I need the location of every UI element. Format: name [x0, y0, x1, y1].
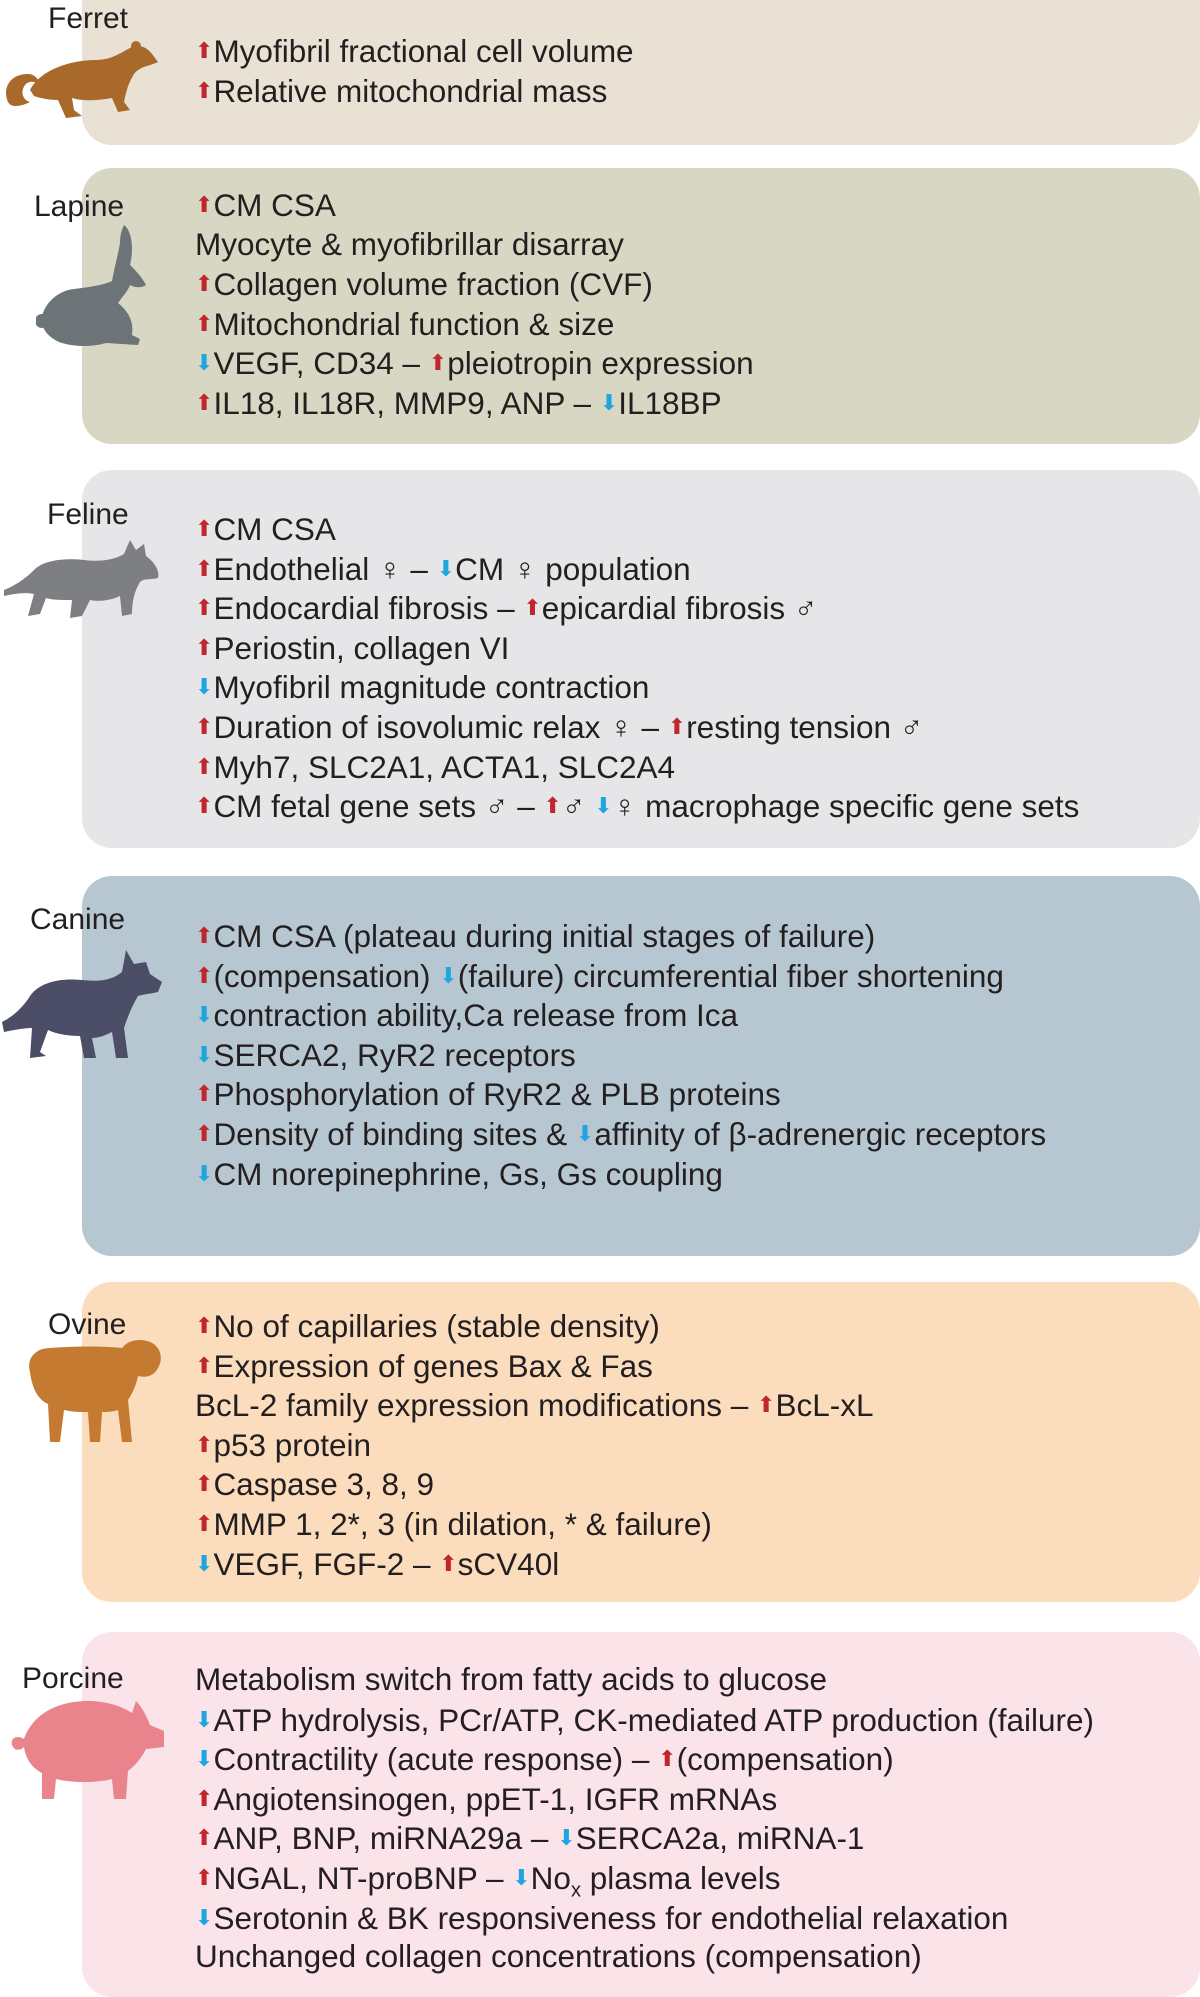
- down-arrow-icon: ⬇: [195, 1706, 214, 1732]
- ferret-icon: [0, 30, 165, 125]
- canine-findings: [195, 916, 1046, 1193]
- finding-text: contraction ability,Ca release from Ica: [213, 997, 739, 1034]
- up-arrow-icon: ⬆: [439, 1550, 458, 1576]
- finding-line: [195, 1425, 873, 1465]
- finding-text: (failure) circumferential fiber shortening: [457, 957, 1004, 994]
- finding-line: [195, 549, 1079, 589]
- finding-text: ANP, BNP, miRNA29a –: [213, 1820, 558, 1857]
- up-arrow-icon: ⬆: [195, 516, 214, 541]
- finding-text: NGAL, NT-proBNP –: [213, 1859, 513, 1896]
- sheep-icon: [24, 1338, 164, 1448]
- finding-line: [195, 383, 754, 423]
- finding-text: Endocardial fibrosis –: [213, 590, 524, 627]
- up-arrow-icon: ⬆: [195, 713, 214, 739]
- up-arrow-icon: ⬆: [195, 77, 214, 103]
- down-arrow-icon: ⬇: [575, 1120, 595, 1146]
- finding-text: resting tension ♂: [686, 708, 924, 745]
- up-arrow-icon: ⬆: [195, 923, 214, 948]
- finding-text: No: [530, 1859, 571, 1896]
- finding-line: [195, 264, 754, 304]
- down-arrow-icon: ⬇: [195, 350, 214, 376]
- finding-text: VEGF, CD34 –: [213, 345, 429, 382]
- down-arrow-icon: ⬇: [195, 674, 214, 700]
- up-arrow-icon: ⬆: [195, 1431, 214, 1457]
- finding-line: [195, 1385, 873, 1425]
- up-arrow-icon: ⬆: [195, 38, 214, 63]
- rabbit-icon: [36, 225, 166, 350]
- down-arrow-icon: ⬇: [195, 1002, 214, 1028]
- animal-label-feline: Feline: [47, 498, 129, 531]
- animal-label-porcine: Porcine: [22, 1662, 124, 1695]
- finding-text: MMP 1, 2*, 3 (in dilation, * & failure): [213, 1505, 712, 1542]
- up-arrow-icon: ⬆: [195, 192, 214, 217]
- finding-line: [195, 1700, 1094, 1740]
- finding-line: [195, 509, 1079, 549]
- finding-text: Myocyte & myofibrillar disarray: [195, 225, 624, 262]
- finding-text: ♀ macrophage specific gene sets: [612, 788, 1080, 825]
- finding-line: [195, 1306, 873, 1346]
- finding-line: [195, 304, 754, 344]
- up-arrow-icon: ⬆: [195, 310, 214, 336]
- up-arrow-icon: ⬆: [195, 962, 214, 988]
- finding-line: [195, 1346, 873, 1386]
- down-arrow-icon: ⬇: [557, 1825, 576, 1851]
- finding-text: Expression of genes Bax & Fas: [213, 1347, 653, 1384]
- up-arrow-icon: ⬆: [428, 350, 448, 376]
- finding-text: Contractility (acute response) –: [213, 1741, 659, 1778]
- ovine-findings: [195, 1306, 873, 1583]
- finding-text: Angiotensinogen, ppET-1, IGFR mRNAs: [213, 1780, 778, 1817]
- finding-line: [195, 628, 1079, 668]
- up-arrow-icon: ⬆: [195, 1120, 214, 1146]
- finding-line: [195, 1464, 873, 1504]
- finding-line: [195, 1937, 1094, 1977]
- finding-text: Duration of isovolumic relax ♀ –: [213, 708, 668, 745]
- up-arrow-icon: ⬆: [667, 713, 687, 739]
- finding-text: affinity of β-adrenergic receptors: [594, 1115, 1047, 1152]
- finding-text: CM CSA: [213, 187, 336, 223]
- finding-text: pleiotropin expression: [447, 345, 754, 382]
- finding-text: Caspase 3, 8, 9: [213, 1466, 435, 1503]
- finding-line: [195, 31, 634, 71]
- finding-text: CM CSA: [213, 511, 336, 547]
- down-arrow-icon: ⬇: [195, 1041, 214, 1067]
- up-arrow-icon: ⬆: [195, 1510, 214, 1536]
- finding-text: ♂: [561, 788, 595, 825]
- finding-text: CM fetal gene sets ♂ –: [213, 788, 544, 825]
- up-arrow-icon: ⬆: [195, 1081, 214, 1107]
- finding-text: Phosphorylation of RyR2 & PLB proteins: [213, 1076, 781, 1113]
- finding-text: plasma levels: [589, 1859, 781, 1896]
- finding-text: Serotonin & BK responsiveness for endothelial relaxation: [213, 1899, 1009, 1936]
- down-arrow-icon: ⬇: [512, 1864, 531, 1890]
- finding-line: [195, 1035, 1046, 1075]
- finding-line: [195, 588, 1079, 628]
- up-arrow-icon: ⬆: [195, 389, 214, 415]
- finding-line: [195, 1544, 873, 1584]
- pig-icon: [8, 1695, 168, 1805]
- finding-line: [195, 225, 754, 265]
- down-arrow-icon: ⬇: [439, 962, 458, 988]
- finding-text: sCV40l: [457, 1545, 560, 1582]
- finding-line: [195, 343, 754, 383]
- finding-text: Periostin, collagen VI: [213, 629, 510, 666]
- down-arrow-icon: ⬇: [195, 1550, 214, 1576]
- up-arrow-icon: ⬆: [195, 1313, 214, 1338]
- finding-line: [195, 1504, 873, 1544]
- finding-text: Myh7, SLC2A1, ACTA1, SLC2A4: [213, 748, 676, 785]
- finding-line: [195, 667, 1079, 707]
- down-arrow-icon: ⬇: [436, 555, 456, 581]
- finding-line: [195, 1739, 1094, 1779]
- finding-text: Relative mitochondrial mass: [213, 72, 608, 109]
- finding-text: IL18BP: [618, 384, 722, 421]
- up-arrow-icon: ⬆: [195, 1864, 214, 1890]
- up-arrow-icon: ⬆: [195, 555, 214, 581]
- finding-text: Endothelial ♀ –: [213, 550, 437, 587]
- finding-text: (compensation): [213, 957, 440, 994]
- finding-text: BcL-xL: [775, 1387, 874, 1424]
- finding-text: Collagen volume fraction (CVF): [213, 266, 653, 303]
- animal-label-lapine: Lapine: [34, 190, 125, 223]
- finding-line: [195, 1154, 1046, 1194]
- cat-icon: [4, 530, 164, 620]
- finding-text: Myofibril fractional cell volume: [213, 33, 634, 69]
- finding-line: [195, 995, 1046, 1035]
- subscript: x: [570, 1879, 581, 1902]
- up-arrow-icon: ⬆: [195, 1825, 214, 1851]
- finding-text: (compensation): [676, 1741, 894, 1778]
- up-arrow-icon: ⬆: [195, 595, 214, 621]
- porcine-findings: [195, 1660, 1094, 1977]
- animal-label-ovine: Ovine: [48, 1308, 127, 1341]
- finding-text: p53 protein: [213, 1426, 372, 1463]
- up-arrow-icon: ⬆: [195, 753, 214, 779]
- finding-text: Metabolism switch from fatty acids to glucose: [195, 1661, 827, 1697]
- finding-text: BcL-2 family expression modifications –: [195, 1387, 757, 1424]
- down-arrow-icon: ⬇: [195, 1160, 214, 1186]
- finding-line: [195, 1858, 1094, 1902]
- finding-text: CM CSA (plateau during initial stages of failure): [213, 918, 876, 954]
- finding-line: [195, 1660, 1094, 1700]
- finding-text: Myofibril magnitude contraction: [213, 669, 650, 706]
- finding-text: Mitochondrial function & size: [213, 305, 615, 342]
- finding-line: [195, 1898, 1094, 1938]
- down-arrow-icon: ⬇: [195, 1904, 214, 1930]
- finding-line: [195, 707, 1079, 747]
- finding-text: Density of binding sites &: [213, 1115, 576, 1152]
- up-arrow-icon: ⬆: [195, 793, 214, 819]
- finding-text: CM ♀ population: [455, 550, 691, 587]
- finding-line: [195, 1074, 1046, 1114]
- finding-text: CM norepinephrine, Gs, Gs coupling: [213, 1155, 723, 1192]
- finding-text: No of capillaries (stable density): [213, 1308, 660, 1344]
- dog-icon: [0, 932, 165, 1062]
- lapine-findings: [195, 185, 754, 423]
- up-arrow-icon: ⬆: [757, 1392, 776, 1418]
- up-arrow-icon: ⬆: [195, 1352, 214, 1378]
- finding-line: [195, 916, 1046, 956]
- finding-text: SERCA2a, miRNA-1: [575, 1820, 865, 1857]
- up-arrow-icon: ⬆: [523, 595, 542, 621]
- finding-line: [195, 1779, 1094, 1819]
- finding-text: SERCA2, RyR2 receptors: [213, 1036, 576, 1073]
- up-arrow-icon: ⬆: [195, 634, 214, 660]
- finding-text: VEGF, FGF-2 –: [213, 1545, 440, 1582]
- finding-line: [195, 747, 1079, 787]
- up-arrow-icon: ⬆: [543, 793, 562, 819]
- finding-line: [195, 71, 634, 111]
- animal-label-canine: Canine: [30, 903, 126, 936]
- finding-line: [195, 1114, 1046, 1154]
- down-arrow-icon: ⬇: [195, 1746, 214, 1772]
- finding-text: IL18, IL18R, MMP9, ANP –: [213, 384, 600, 421]
- feline-findings: [195, 509, 1079, 826]
- finding-text: Unchanged collagen concentrations (compensation): [195, 1938, 922, 1975]
- animal-label-ferret: Ferret: [48, 2, 129, 35]
- up-arrow-icon: ⬆: [195, 1785, 214, 1811]
- finding-line: [195, 786, 1079, 826]
- down-arrow-icon: ⬇: [599, 389, 619, 415]
- up-arrow-icon: ⬆: [658, 1746, 677, 1772]
- up-arrow-icon: ⬆: [195, 271, 214, 297]
- up-arrow-icon: ⬆: [195, 1471, 214, 1497]
- down-arrow-icon: ⬇: [594, 793, 613, 819]
- finding-line: [195, 185, 754, 225]
- finding-text: epicardial fibrosis ♂: [541, 590, 818, 627]
- ferret-findings: [195, 31, 634, 110]
- finding-line: [195, 1818, 1094, 1858]
- finding-text: ATP hydrolysis, PCr/ATP, CK-mediated ATP production (failure): [213, 1701, 1095, 1738]
- finding-line: [195, 956, 1046, 996]
